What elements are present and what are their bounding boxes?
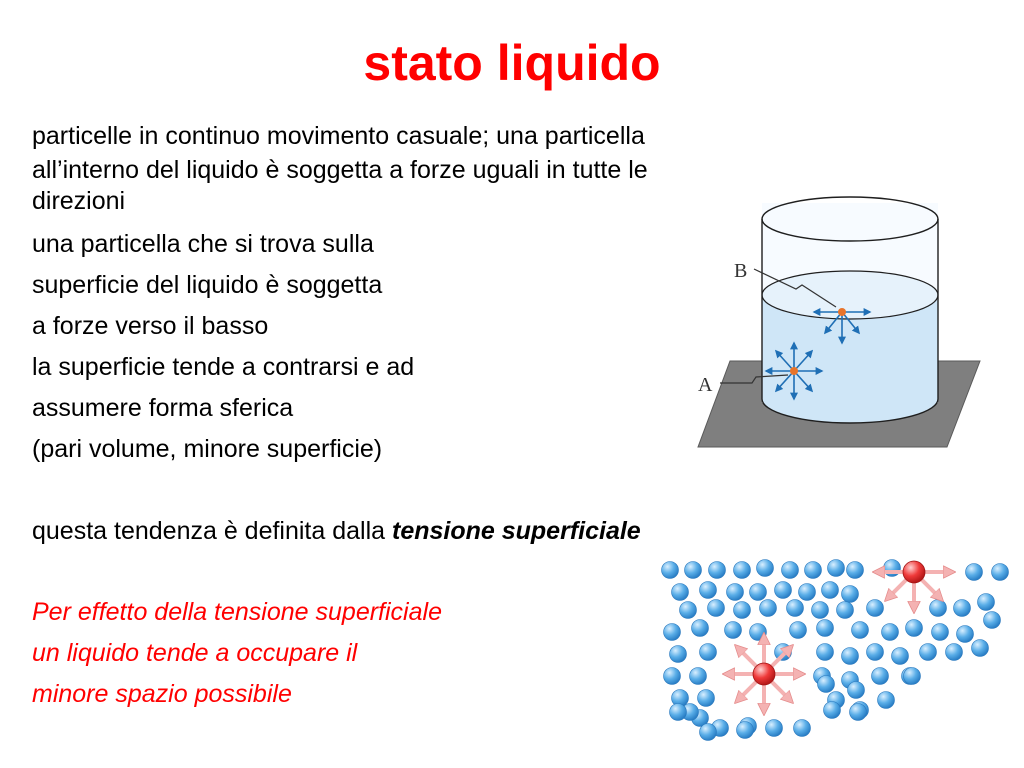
liquid-particle — [904, 668, 921, 685]
liquid-particle — [790, 622, 807, 639]
liquid-particle — [930, 600, 947, 617]
liquid-particle — [906, 620, 923, 637]
liquid-particle — [662, 562, 679, 579]
liquid-particle — [700, 644, 717, 661]
liquid-particle — [750, 584, 767, 601]
liquid-particle — [734, 562, 751, 579]
liquid-particle — [946, 644, 963, 661]
liquid-particle — [992, 564, 1009, 581]
liquid-particle — [892, 648, 909, 665]
slide-title: stato liquido — [363, 35, 661, 91]
liquid-particle — [737, 722, 754, 739]
liquid-particle — [837, 602, 854, 619]
liquid-particle — [817, 620, 834, 637]
liquid-particle — [708, 600, 725, 617]
liquid-particle — [984, 612, 1001, 629]
liquid-particle — [670, 704, 687, 721]
text-line-8: assumere forma sferica — [32, 394, 294, 422]
liquid-particle — [842, 648, 859, 665]
liquid-particle — [700, 724, 717, 741]
conclusion-line-3: minore spazio possibile — [32, 680, 292, 708]
liquid-particle — [932, 624, 949, 641]
surface-particle — [838, 308, 846, 316]
liquid-particle — [867, 600, 884, 617]
liquid-particle — [787, 600, 804, 617]
liquid-particle — [920, 644, 937, 661]
liquid-particle — [692, 620, 709, 637]
highlighted-particles — [753, 561, 925, 685]
liquid-particle — [847, 562, 864, 579]
liquid-particle — [709, 562, 726, 579]
interior-particle — [790, 367, 798, 375]
label-b: B — [734, 260, 748, 282]
liquid-particle — [698, 690, 715, 707]
liquid-particle — [872, 668, 889, 685]
liquid-particle — [760, 600, 777, 617]
liquid-particle — [757, 560, 774, 577]
tension-term: tensione superficiale — [392, 517, 641, 545]
liquid-particle — [957, 626, 974, 643]
conclusion-line-1: Per effetto della tensione superficiale — [32, 598, 442, 626]
liquid-particle — [766, 720, 783, 737]
text-line-7: la superficie tende a contrarsi e ad — [32, 353, 415, 381]
particle-cloud-diagram — [650, 548, 1024, 748]
liquid-particle — [700, 582, 717, 599]
liquid-particle — [966, 564, 983, 581]
liquid-particle — [664, 668, 681, 685]
liquid-particle — [670, 646, 687, 663]
liquid-particle — [664, 624, 681, 641]
liquid-particle — [878, 692, 895, 709]
liquid-particle — [978, 594, 995, 611]
liquid-particle — [805, 562, 822, 579]
text-line-4: una particella che si trova sulla — [32, 230, 374, 258]
tension-line-prefix: questa tendenza è definita dalla — [32, 517, 392, 545]
liquid-particle — [954, 600, 971, 617]
text-line-6: a forze verso il basso — [32, 312, 269, 340]
liquid-particle — [727, 584, 744, 601]
liquid-particle — [828, 560, 845, 577]
liquid-particle — [685, 562, 702, 579]
text-line-3: direzioni — [32, 187, 126, 215]
text-line-5: superficie del liquido è soggetta — [32, 271, 383, 299]
liquid-particle — [817, 644, 834, 661]
liquid-particle — [842, 586, 859, 603]
liquid-particle — [850, 704, 867, 721]
liquid-particle — [690, 668, 707, 685]
liquid-particle — [799, 584, 816, 601]
liquid-particle — [775, 582, 792, 599]
label-a: A — [698, 374, 713, 396]
liquid-particle — [775, 644, 792, 661]
liquid-particle — [824, 702, 841, 719]
text-line-9: (pari volume, minore superficie) — [32, 435, 383, 463]
liquid-particle — [812, 602, 829, 619]
liquid-particle — [822, 582, 839, 599]
highlighted-particle — [903, 561, 925, 583]
liquid-particle — [782, 562, 799, 579]
liquid-particle — [848, 682, 865, 699]
conclusion-line-2: un liquido tende a occupare il — [32, 639, 358, 667]
liquid-particle — [882, 624, 899, 641]
liquid-particle — [867, 644, 884, 661]
beaker-diagram — [690, 185, 990, 455]
liquid-particle — [852, 622, 869, 639]
text-line-2: all’interno del liquido è soggetta a forze uguali in tutte le — [32, 156, 648, 184]
tension-line — [32, 516, 641, 546]
liquid-particle — [680, 602, 697, 619]
liquid-particle — [725, 622, 742, 639]
liquid-particle — [818, 676, 835, 693]
liquid-particle — [972, 640, 989, 657]
liquid-particle — [794, 720, 811, 737]
highlighted-particle — [753, 663, 775, 685]
liquid-particle — [672, 584, 689, 601]
liquid-particle — [734, 602, 751, 619]
liquid-particles — [662, 560, 1009, 741]
text-line-1: particelle in continuo movimento casuale; una particella — [32, 122, 645, 150]
